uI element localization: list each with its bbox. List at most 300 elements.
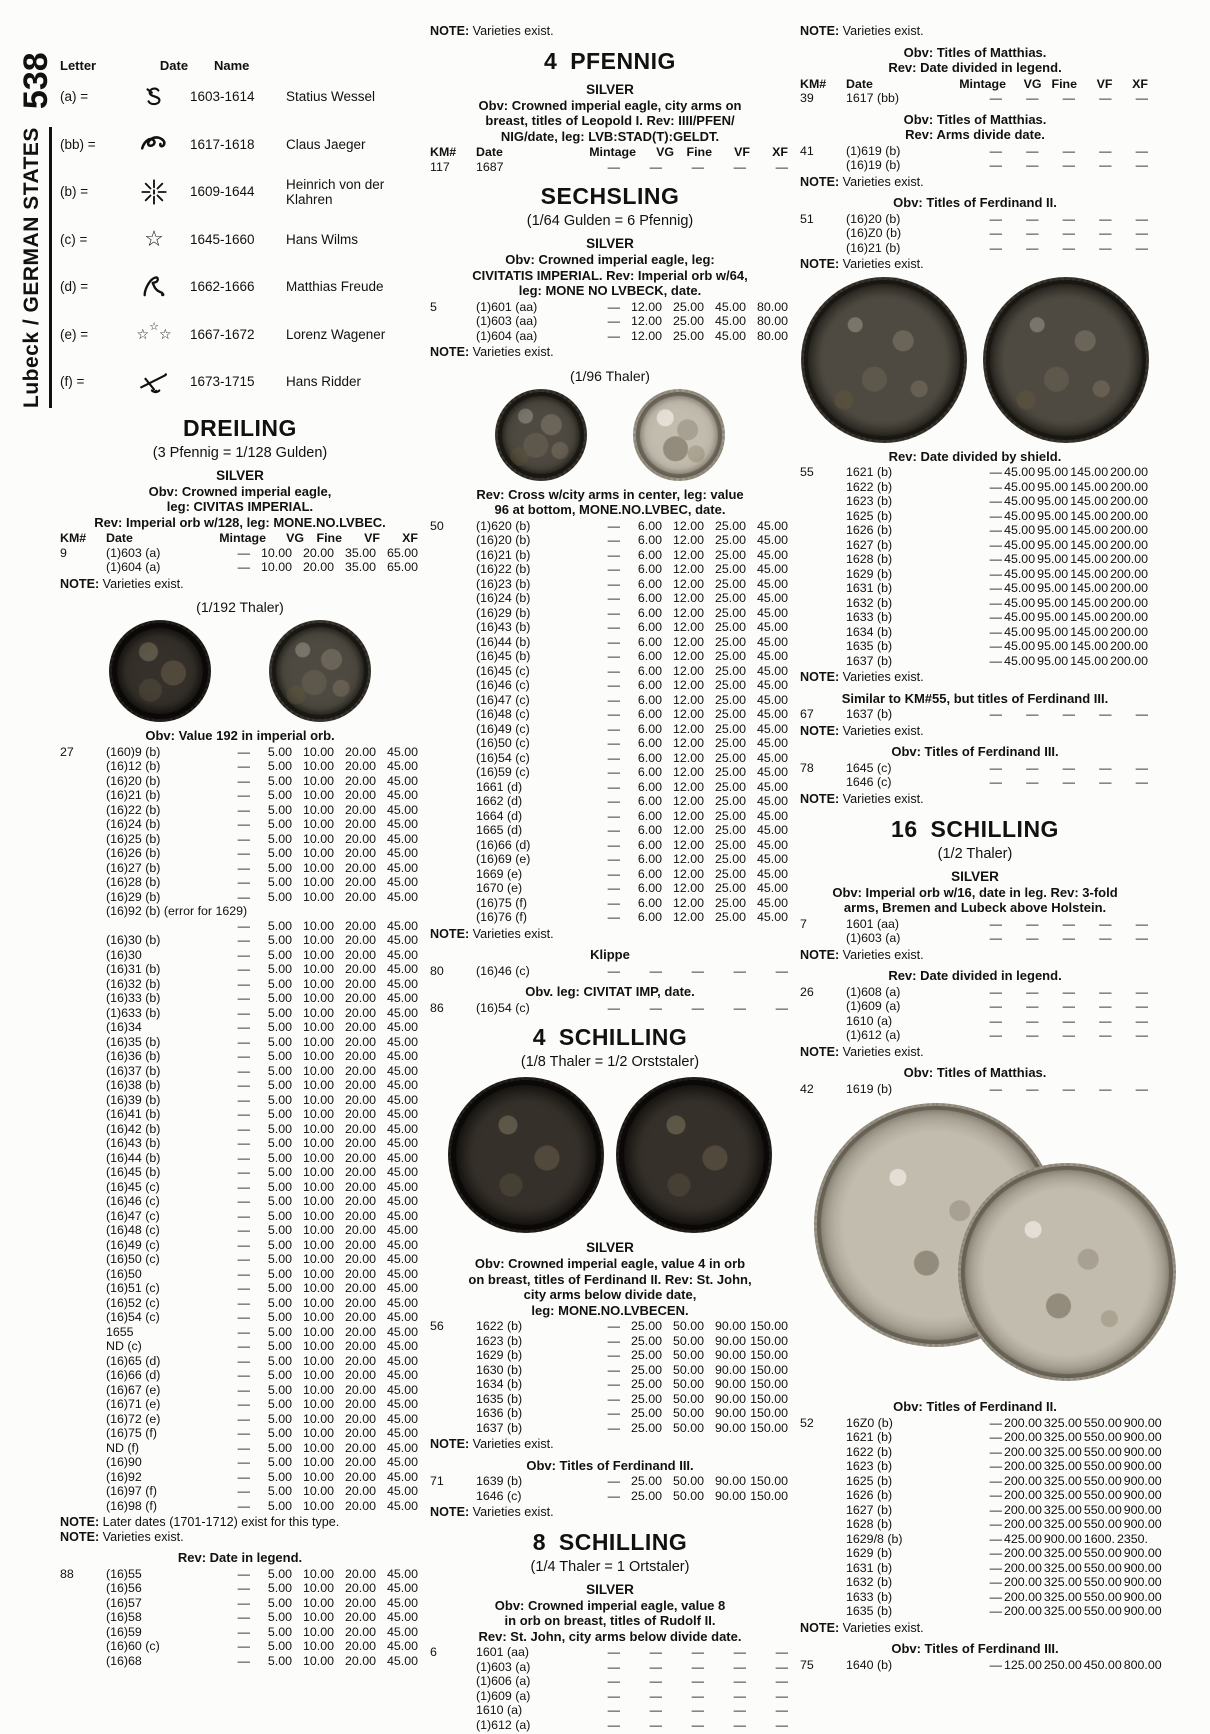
- km-number: [60, 1397, 106, 1412]
- table-row: (16)35 (b) — 5.00 10.00 20.00 45.00: [60, 1035, 420, 1050]
- note-line: NOTE: Varieties exist.: [800, 670, 924, 685]
- km-number: [800, 581, 846, 596]
- km-number: 55: [800, 465, 814, 480]
- note-label: NOTE:: [800, 1620, 840, 1635]
- km-number: [60, 1223, 106, 1238]
- km-number: [60, 774, 106, 789]
- table-row: (16)54 (c) — 5.00 10.00 20.00 45.00: [60, 1310, 420, 1325]
- km-number: [800, 639, 846, 654]
- mintmark-name: Heinrich von der Klahren: [286, 176, 385, 207]
- km-number: [430, 635, 476, 650]
- section-title: 4 SCHILLING: [532, 1024, 688, 1051]
- table-row: 42 1619 (b) — — — — —: [800, 1081, 1148, 1096]
- table-row: (16)33 (b) — 5.00 10.00 20.00 45.00: [60, 991, 420, 1006]
- table-row: — 5.00 10.00 20.00 45.00: [60, 919, 420, 934]
- km-number: [60, 904, 106, 919]
- table-row: 1634 (b) — 45.00 95.00 145.00 200.00: [800, 625, 1150, 640]
- km-number: [60, 1049, 106, 1064]
- km-number: [430, 751, 476, 766]
- table-row: (16)22 (b) — 5.00 10.00 20.00 45.00: [60, 803, 420, 818]
- mintmark-letter: (bb) =: [60, 136, 96, 152]
- section-subtitle: (1/4 Thaler = 1 Ortstaler): [530, 1558, 690, 1575]
- km-number: 5: [430, 299, 437, 314]
- km-number: [60, 1455, 106, 1470]
- section-heading: Rev: Date divided in legend.: [888, 968, 1062, 984]
- table-row: (16)32 (b) — 5.00 10.00 20.00 45.00: [60, 977, 420, 992]
- km-number: [800, 158, 846, 173]
- coin-images: [430, 1077, 790, 1233]
- note-label: NOTE:: [430, 345, 470, 360]
- km-number: [430, 693, 476, 708]
- section-desc: Obv: Crowned imperial eagle, value 4 in orb on breast, titles of Ferdinand II. Rev: St. John, city arms below divide date, leg: MONE.NO.LVBECEN.: [468, 1256, 752, 1318]
- km-number: 80: [430, 963, 444, 978]
- km-number: [60, 1610, 106, 1625]
- table-row: (16)72 (e) — 5.00 10.00 20.00 45.00: [60, 1412, 420, 1427]
- table-row: (1)604 (a) — 10.00 20.00 35.00 65.00: [60, 560, 420, 575]
- km-number: [60, 1654, 106, 1669]
- coin-photo: [801, 277, 967, 443]
- table-row: 1637 (b) — 25.00 50.00 90.00 150.00: [430, 1421, 790, 1436]
- km-number: [60, 1426, 106, 1441]
- table-row: 50 (1)620 (b) — 6.00 12.00 25.00 45.00: [430, 518, 788, 533]
- note-label: NOTE:: [430, 926, 470, 941]
- coin-images: [800, 277, 1150, 443]
- horn-loop-icon: [134, 132, 174, 156]
- table-row: (16)29 (b) — 6.00 12.00 25.00 45.00: [430, 606, 790, 621]
- price-table: [800, 465, 1150, 668]
- table-row: (16)68 — 5.00 10.00 20.00 45.00: [60, 1654, 420, 1669]
- km-number: [800, 226, 846, 241]
- coin-photo: [616, 1077, 772, 1233]
- mintmark-date: 1603-1614: [190, 89, 255, 105]
- table-row: (16)46 (c) — 6.00 12.00 25.00 45.00: [430, 678, 790, 693]
- table-row: 1665 (d) — 6.00 12.00 25.00 45.00: [430, 823, 790, 838]
- km-number: [60, 1325, 106, 1340]
- km-number: [60, 1107, 106, 1122]
- note-label: NOTE:: [60, 1515, 100, 1530]
- table-row: (16)25 (b) — 5.00 10.00 20.00 45.00: [60, 832, 420, 847]
- table-row: (16)44 (b) — 5.00 10.00 20.00 45.00: [60, 1151, 420, 1166]
- price-table: [800, 77, 1150, 106]
- table-row: 9 (1)603 (a) — 10.00 20.00 35.00 65.00: [60, 545, 418, 560]
- table-row: 1670 (e) — 6.00 12.00 25.00 45.00: [430, 881, 790, 896]
- km-number: [60, 1310, 106, 1325]
- km-number: [60, 788, 106, 803]
- table-row: 71 1639 (b) — 25.00 50.00 90.00 150.00: [430, 1474, 788, 1489]
- km-number: [800, 480, 846, 495]
- price-table: [800, 1415, 1162, 1619]
- price-table: [60, 1567, 420, 1669]
- km-number: [430, 591, 476, 606]
- price-table: [430, 1319, 790, 1435]
- km-number: [60, 919, 106, 934]
- km-number: [430, 1674, 476, 1689]
- table-row: (16)59 — 5.00 10.00 20.00 45.00: [60, 1625, 420, 1640]
- table-row: (16)97 (f) — 5.00 10.00 20.00 45.00: [60, 1484, 420, 1499]
- table-row: ND (c) — 5.00 10.00 20.00 45.00: [60, 1339, 420, 1354]
- note-line: NOTE: Varieties exist.: [430, 345, 554, 360]
- mintmark-row: [60, 216, 420, 264]
- km-number: [430, 606, 476, 621]
- star-outline-icon: ☆: [144, 226, 164, 252]
- note-line: NOTE: Varieties exist.: [800, 723, 924, 738]
- km-number: 42: [800, 1081, 814, 1096]
- price-table: [800, 985, 1150, 1043]
- table-row: (16)26 (b) — 5.00 10.00 20.00 45.00: [60, 846, 420, 861]
- km-number: [430, 1703, 476, 1718]
- km-number: [800, 1561, 846, 1576]
- table-row: (16)43 (b) — 6.00 12.00 25.00 45.00: [430, 620, 790, 635]
- price-table: [800, 212, 1150, 256]
- note-label: NOTE:: [60, 1529, 100, 1544]
- note-label: NOTE:: [800, 257, 840, 272]
- km-number: [430, 780, 476, 795]
- km-number: [430, 765, 476, 780]
- metal-label: SILVER: [951, 868, 999, 884]
- note-line: NOTE: Varieties exist.: [800, 791, 924, 806]
- table-row: 39 1617 (bb) — — — — —: [800, 91, 1148, 106]
- table-row: 1632 (b) — 200.00 325.00 550.00 900.00: [800, 1575, 1150, 1590]
- section-heading: Obv: Titles of Ferdinand III.: [891, 1641, 1059, 1657]
- km-number: [800, 1459, 846, 1474]
- table-row: (16)41 (b) — 5.00 10.00 20.00 45.00: [60, 1107, 420, 1122]
- table-row: (16)75 (f) — 6.00 12.00 25.00 45.00: [430, 896, 790, 911]
- km-number: [60, 861, 106, 876]
- note-label: NOTE:: [60, 576, 100, 591]
- km-number: [60, 560, 106, 575]
- km-number: [60, 1441, 106, 1456]
- table-row: 1630 (b) — 25.00 50.00 90.00 150.00: [430, 1363, 790, 1378]
- note-label: NOTE:: [800, 670, 840, 685]
- mintmark-header-name: Name: [214, 58, 250, 73]
- table-row: 86 (16)54 (c) — — — — —: [430, 1000, 788, 1015]
- km-number: [800, 552, 846, 567]
- km-number: [430, 794, 476, 809]
- table-row: 1635 (b) — 200.00 325.00 550.00 900.00: [800, 1604, 1150, 1619]
- price-table: [800, 1082, 1150, 1097]
- table-row: (16)76 (f) — 6.00 12.00 25.00 45.00: [430, 910, 790, 925]
- table-row: 1623 (b) — 25.00 50.00 90.00 150.00: [430, 1334, 790, 1349]
- table-row: (16)30 — 5.00 10.00 20.00 45.00: [60, 948, 420, 963]
- note-line: NOTE: Varieties exist.: [800, 1044, 924, 1059]
- km-number: [60, 1165, 106, 1180]
- section-heading: Obv: Titles of Matthias.: [903, 1065, 1047, 1081]
- table-row: (16)66 (d) — 5.00 10.00 20.00 45.00: [60, 1368, 420, 1383]
- km-number: [430, 722, 476, 737]
- table-row: (16)22 (b) — 6.00 12.00 25.00 45.00: [430, 562, 790, 577]
- km-number: [60, 1035, 106, 1050]
- metal-label: SILVER: [586, 1581, 634, 1597]
- monogram-sc-icon: [134, 84, 174, 110]
- km-number: 7: [800, 916, 807, 931]
- section-subtitle: (1/8 Thaler = 1/2 Orststaler): [520, 1054, 700, 1071]
- table-row: (1)603 (a) — — — — —: [430, 1660, 790, 1675]
- km-number: 50: [430, 518, 444, 533]
- mintmark-row: [60, 168, 420, 216]
- price-table: [800, 761, 1150, 790]
- table-row: 1610 (a) — — — — —: [800, 1014, 1150, 1029]
- table-row: (16)12 (b) — 5.00 10.00 20.00 45.00: [60, 759, 420, 774]
- table-row: 1635 (b) — 45.00 95.00 145.00 200.00: [800, 639, 1150, 654]
- note-line: NOTE: Varieties exist.: [60, 576, 184, 591]
- section-title: 16 SCHILLING: [891, 815, 1059, 842]
- table-row: (1)612 (a) — — — — —: [430, 1718, 790, 1733]
- page-edge-strip: [17, 52, 56, 408]
- price-table-header: KM# Date Mintage VG Fine VF XF: [430, 145, 788, 160]
- km-number: [60, 1093, 106, 1108]
- table-row: 1628 (b) — 45.00 95.00 145.00 200.00: [800, 552, 1150, 567]
- km-number: 88: [60, 1566, 74, 1581]
- section-subtitle: (1/64 Gulden = 6 Pfennig): [526, 213, 694, 230]
- note-label: NOTE:: [800, 947, 840, 962]
- km-number: [800, 625, 846, 640]
- km-number: [800, 494, 846, 509]
- table-row: 1634 (b) — 25.00 50.00 90.00 150.00: [430, 1377, 790, 1392]
- km-number: [60, 1354, 106, 1369]
- mintmark-letter: (b) =: [60, 184, 89, 200]
- km-number: [60, 1412, 106, 1427]
- km-number: [60, 1368, 106, 1383]
- table-row: (16)48 (c) — 6.00 12.00 25.00 45.00: [430, 707, 790, 722]
- km-number: [60, 1281, 106, 1296]
- mintmark-date: 1662-1666: [190, 279, 255, 295]
- km-number: [60, 890, 106, 905]
- km-number: 51: [800, 211, 814, 226]
- section-title: 4 PFENNIG: [544, 47, 676, 74]
- note-label: NOTE:: [430, 1437, 470, 1452]
- km-number: [60, 1180, 106, 1195]
- section-heading: Similar to KM#55, but titles of Ferdinand III.: [841, 690, 1109, 706]
- mintmark-header-date: Date: [159, 58, 189, 73]
- note-line: NOTE: Varieties exist.: [800, 1620, 924, 1635]
- table-row: (16)98 (f) — 5.00 10.00 20.00 45.00: [60, 1499, 420, 1514]
- km-number: [430, 910, 476, 925]
- km-number: [60, 846, 106, 861]
- km-number: 6: [430, 1645, 437, 1660]
- km-number: [60, 1339, 106, 1354]
- km-number: [60, 977, 106, 992]
- km-number: [430, 1377, 476, 1392]
- coin-photo: [633, 389, 725, 481]
- table-row: (16)44 (b) — 6.00 12.00 25.00 45.00: [430, 635, 790, 650]
- table-row: (16)23 (b) — 6.00 12.00 25.00 45.00: [430, 577, 790, 592]
- table-row: (16)92 (b) (error for 1629): [60, 904, 420, 919]
- km-number: [60, 948, 106, 963]
- table-row: 67 1637 (b) — — — — —: [800, 707, 1148, 722]
- section-heading: Obv: Titles of Ferdinand III.: [891, 744, 1059, 760]
- table-row: (16)45 (b) — 5.00 10.00 20.00 45.00: [60, 1165, 420, 1180]
- km-number: [800, 1546, 846, 1561]
- table-row: (16)60 (c) — 5.00 10.00 20.00 45.00: [60, 1639, 420, 1654]
- table-row: 1669 (e) — 6.00 12.00 25.00 45.00: [430, 867, 790, 882]
- km-number: 26: [800, 984, 814, 999]
- price-table: [430, 145, 790, 174]
- table-row: (16)58 — 5.00 10.00 20.00 45.00: [60, 1610, 420, 1625]
- mintmark-name: Hans Wilms: [286, 231, 359, 247]
- km-number: [430, 896, 476, 911]
- km-number: [430, 852, 476, 867]
- table-row: 80 (16)46 (c) — — — — —: [430, 963, 788, 978]
- km-number: [800, 1503, 846, 1518]
- table-row: (16)31 (b) — 5.00 10.00 20.00 45.00: [60, 962, 420, 977]
- km-number: [430, 1348, 476, 1363]
- table-row: (16)50 (c) — 6.00 12.00 25.00 45.00: [430, 736, 790, 751]
- km-number: [60, 803, 106, 818]
- table-row: (16)49 (c) — 6.00 12.00 25.00 45.00: [430, 722, 790, 737]
- km-number: [60, 1006, 106, 1021]
- table-row: (16)59 (c) — 6.00 12.00 25.00 45.00: [430, 765, 790, 780]
- table-row: (1)604 (aa) — 12.00 25.00 45.00 80.00: [430, 329, 790, 344]
- km-number: [60, 1484, 106, 1499]
- table-row: 27 (160)9 (b) — 5.00 10.00 20.00 45.00: [60, 744, 418, 759]
- km-number: [430, 1363, 476, 1378]
- km-number: 86: [430, 1000, 444, 1015]
- note-line: NOTE: Varieties exist.: [430, 1437, 554, 1452]
- table-row: 1662 (d) — 6.00 12.00 25.00 45.00: [430, 794, 790, 809]
- km-number: [430, 620, 476, 635]
- km-number: [60, 1625, 106, 1640]
- table-row: (16)46 (c) — 5.00 10.00 20.00 45.00: [60, 1194, 420, 1209]
- crossed-branch-icon: [134, 370, 174, 394]
- price-table: [430, 300, 790, 344]
- km-number: [800, 1474, 846, 1489]
- km-number: [60, 1194, 106, 1209]
- section-desc: Obv: Crowned imperial eagle, city arms on breast, titles of Leopold I. Rev: IIII/PFEN/ NIG/date, leg: LVB:STAD(T):GELDT.: [478, 97, 742, 144]
- mintmark-name: Hans Ridder: [286, 374, 362, 390]
- table-row: 1631 (b) — 45.00 95.00 145.00 200.00: [800, 581, 1150, 596]
- table-row: 1636 (b) — 25.00 50.00 90.00 150.00: [430, 1406, 790, 1421]
- km-number: [430, 678, 476, 693]
- mintmark-name: Lorenz Wagener: [286, 326, 386, 342]
- metal-label: SILVER: [586, 236, 634, 252]
- table-row: (16)50 — 5.00 10.00 20.00 45.00: [60, 1267, 420, 1282]
- km-number: [60, 1078, 106, 1093]
- km-number: [430, 867, 476, 882]
- table-row: (16)66 (d) — 6.00 12.00 25.00 45.00: [430, 838, 790, 853]
- table-row: 1627 (b) — 200.00 325.00 550.00 900.00: [800, 1503, 1150, 1518]
- table-row: (16)21 (b) — 6.00 12.00 25.00 45.00: [430, 548, 790, 563]
- column-middle: [430, 0, 790, 1734]
- table-row: (16)75 (f) — 5.00 10.00 20.00 45.00: [60, 1426, 420, 1441]
- km-number: [60, 991, 106, 1006]
- table-row: (1)612 (a) — — — — —: [800, 1028, 1150, 1043]
- km-number: [800, 1445, 846, 1460]
- note-label: NOTE:: [800, 723, 840, 738]
- section-heading: Klippe: [590, 947, 630, 963]
- table-row: (1)606 (a) — — — — —: [430, 1674, 790, 1689]
- coin-photo: [983, 277, 1149, 443]
- table-row: 51 (16)20 (b) — — — — —: [800, 211, 1148, 226]
- coin-photo: [109, 620, 211, 722]
- mintmark-name: Claus Jaeger: [286, 136, 366, 152]
- km-number: [800, 241, 846, 256]
- table-row: 1655 — 5.00 10.00 20.00 45.00: [60, 1325, 420, 1340]
- table-row: (16)65 (d) — 5.00 10.00 20.00 45.00: [60, 1354, 420, 1369]
- km-number: [430, 533, 476, 548]
- km-number: 67: [800, 707, 814, 722]
- table-row: (1)609 (a) — — — — —: [800, 999, 1150, 1014]
- km-number: [430, 1718, 476, 1733]
- km-number: [60, 1639, 106, 1654]
- km-number: [60, 1383, 106, 1398]
- table-row: (16)34 — 5.00 10.00 20.00 45.00: [60, 1020, 420, 1035]
- km-number: [800, 775, 846, 790]
- mintmark-row: [60, 263, 420, 311]
- mintmark-name: Matthias Freude: [286, 279, 384, 295]
- mintmark-letter: (f) =: [60, 374, 85, 390]
- km-number: [430, 809, 476, 824]
- section-heading: Obv: Titles of Matthias. Rev: Date divided in legend.: [888, 44, 1062, 76]
- note-line: NOTE: Varieties exist.: [800, 174, 924, 189]
- table-row: 55 1621 (b) — 45.00 95.00 145.00 200.00: [800, 465, 1148, 480]
- mintmark-date: 1609-1644: [190, 184, 255, 200]
- km-number: 78: [800, 760, 814, 775]
- section-title: SECHSLING: [540, 183, 680, 210]
- section-heading: Rev: Cross w/city arms in center, leg: value 96 at bottom, MONE.NO.LVBEC, date.: [476, 486, 744, 518]
- starburst-icon: [134, 178, 174, 206]
- km-number: 27: [60, 744, 74, 759]
- price-table-header: KM# Date Mintage VG Fine VF XF: [800, 76, 1148, 91]
- table-row: (1)633 (b) — 5.00 10.00 20.00 45.00: [60, 1006, 420, 1021]
- km-number: [800, 1575, 846, 1590]
- km-number: [800, 610, 846, 625]
- table-row: (16)45 (b) — 6.00 12.00 25.00 45.00: [430, 649, 790, 664]
- table-row: 1623 (b) — 200.00 325.00 550.00 900.00: [800, 1459, 1150, 1474]
- table-row: (16)71 (e) — 5.00 10.00 20.00 45.00: [60, 1397, 420, 1412]
- section-subtitle: (3 Pfennig = 1/128 Gulden): [152, 444, 328, 461]
- note-label: NOTE:: [430, 1505, 470, 1520]
- table-row: (16)21 (b) — 5.00 10.00 20.00 45.00: [60, 788, 420, 803]
- section-heading: Obv: Titles of Ferdinand III.: [526, 1457, 694, 1473]
- table-row: (16)45 (c) — 6.00 12.00 25.00 45.00: [430, 664, 790, 679]
- section-heading: Obv: Titles of Ferdinand II.: [893, 1399, 1057, 1415]
- table-row: 1626 (b) — 200.00 325.00 550.00 900.00: [800, 1488, 1150, 1503]
- km-number: [800, 1532, 846, 1547]
- note-line: NOTE: Later dates (1701-1712) exist for this type.: [60, 1515, 340, 1530]
- km-number: 75: [800, 1657, 814, 1672]
- km-number: [800, 1488, 846, 1503]
- km-number: [60, 1499, 106, 1514]
- note-line: NOTE: Varieties exist.: [800, 24, 924, 38]
- mintmark-row: [60, 358, 420, 406]
- km-number: [800, 596, 846, 611]
- mintmark-date: 1667-1672: [190, 326, 255, 342]
- mintmark-letter: (d) =: [60, 279, 89, 295]
- table-row: (16)Z0 (b) — — — — —: [800, 226, 1150, 241]
- table-row: (16)43 (b) — 5.00 10.00 20.00 45.00: [60, 1136, 420, 1151]
- coin-caption: (1/96 Thaler): [570, 367, 650, 384]
- section-subtitle: (1/2 Thaler): [937, 845, 1013, 862]
- section-desc: Obv: Crowned imperial eagle, value 8 in orb on breast, titles of Rudolf II. Rev: St. John, city arms below divide date.: [478, 1597, 742, 1644]
- table-row: 1628 (b) — 200.00 325.00 550.00 900.00: [800, 1517, 1150, 1532]
- section-desc: Obv: Crowned imperial eagle, leg: CIVITAS IMPERIAL. Rev: Imperial orb w/128, leg: MONE.NO.LVBEC.: [94, 483, 386, 530]
- table-row: (16)90 — 5.00 10.00 20.00 45.00: [60, 1455, 420, 1470]
- price-table: [430, 1645, 790, 1732]
- table-row: 88 (16)55 — 5.00 10.00 20.00 45.00: [60, 1566, 418, 1581]
- table-row: 1622 (b) — 200.00 325.00 550.00 900.00: [800, 1445, 1150, 1460]
- table-row: 1664 (d) — 6.00 12.00 25.00 45.00: [430, 809, 790, 824]
- mintmark-header-letter: Letter: [60, 58, 97, 73]
- km-number: [430, 823, 476, 838]
- note-line: NOTE: Varieties exist.: [430, 1505, 554, 1520]
- km-number: [430, 1489, 476, 1504]
- table-row: (16)27 (b) — 5.00 10.00 20.00 45.00: [60, 861, 420, 876]
- mintmark-row: [60, 73, 420, 121]
- km-number: [800, 509, 846, 524]
- table-row: 26 (1)608 (a) — — — — —: [800, 984, 1148, 999]
- mintmark-letter: (e) =: [60, 326, 89, 342]
- mintmark-name: Statius Wessel: [286, 89, 376, 105]
